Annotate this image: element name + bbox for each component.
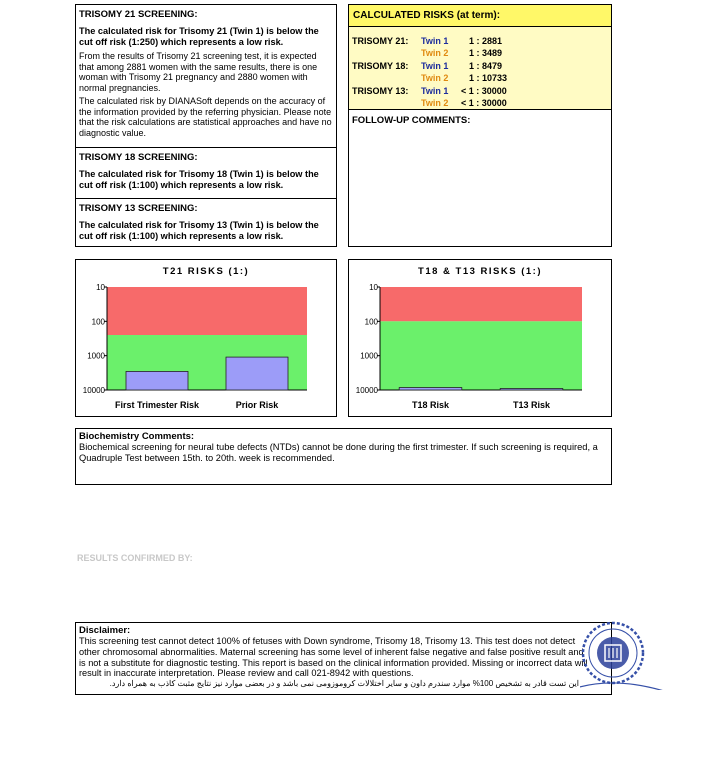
x-category-label: T18 Risk: [411, 400, 450, 410]
y-tick-label: 10: [369, 283, 378, 292]
t18-twin1-label: Twin 1: [421, 61, 449, 71]
disclaimer-heading: Disclaimer:: [79, 625, 131, 636]
t21-note: The calculated risk by DIANASoft depends on the accuracy of the information provided by the referring physician. Please note that the risk calculations are statistical approaches and have no diagnostic value.: [79, 96, 332, 138]
t21-label: TRISOMY 21:: [352, 36, 409, 46]
t21-twin2-value: 1 : 3489: [469, 48, 503, 58]
t21-heading: TRISOMY 21 SCREENING:: [79, 9, 198, 20]
t21-explanation: From the results of Trisomy 21 screening test, it is expected that among 2881 women with the same results, there is one woman with Trisomy 21 pregnancy and 2880 women with normal pregnancies.: [79, 51, 318, 93]
high-risk-zone: [380, 287, 582, 321]
results-confirmed-label: RESULTS CONFIRMED BY:: [77, 553, 193, 563]
t21-twin2-label: Twin 2: [421, 48, 449, 58]
t13-result: The calculated risk for Trisomy 13 (Twin 1) is below the cut off risk (1:100) which represents a low risk.: [79, 220, 319, 241]
high-risk-zone: [107, 287, 307, 335]
t13-heading: TRISOMY 13 SCREENING:: [79, 203, 198, 214]
risk-bar: [126, 371, 188, 390]
t18-label: TRISOMY 18:: [352, 61, 409, 71]
t18-t13-risk-chart: [348, 259, 612, 417]
t13-label: TRISOMY 13:: [352, 86, 409, 96]
t18-result: The calculated risk for Trisomy 18 (Twin 1) is below the cut off risk (1:100) which represents a low risk.: [79, 169, 319, 190]
y-tick-label: 10000: [355, 386, 378, 395]
x-category-label: T13 Risk: [512, 400, 551, 410]
lab-seal-stamp: [580, 620, 690, 690]
t13-twin2-label: Twin 2: [421, 98, 449, 108]
t13-twin2-value: < 1 : 30000: [461, 98, 507, 108]
chart-title: T18 & T13 RISKS (1:): [418, 266, 542, 277]
risk-bar: [500, 389, 563, 391]
t13-twin1-value: < 1 : 30000: [461, 86, 507, 96]
t18-t13-chart-svg: [349, 260, 611, 416]
x-category-label: First Trimester Risk: [114, 400, 200, 410]
screening-text-panel: [75, 4, 337, 247]
y-tick-label: 1000: [87, 351, 105, 361]
y-tick-label: 100: [91, 317, 105, 327]
biochem-heading: Biochemistry Comments:: [79, 431, 195, 442]
y-tick-label: 10: [96, 283, 105, 292]
follow-up-heading: FOLLOW-UP COMMENTS:: [352, 115, 471, 126]
low-risk-zone: [380, 321, 582, 390]
x-category-label: Prior Risk: [235, 400, 279, 410]
y-tick-label: 10000: [82, 386, 105, 395]
t18-heading: TRISOMY 18 SCREENING:: [79, 152, 198, 163]
y-tick-label: 1000: [360, 351, 378, 361]
t13-twin1-label: Twin 1: [421, 86, 449, 96]
t21-chart-svg: [76, 260, 336, 416]
t18-twin2-value: 1 : 10733: [469, 73, 508, 83]
risk-bar: [399, 388, 462, 390]
t21-section: [76, 5, 336, 148]
risk-values: [349, 27, 611, 110]
y-tick-label: 100: [364, 317, 378, 327]
t21-twin1-label: Twin 1: [421, 36, 449, 46]
t18-twin2-label: Twin 2: [421, 73, 449, 83]
biochem-text: Biochemical screening for neural tube defects (NTDs) cannot be done during the first trimester. If such screening is required, a Quadruple Test between 15th. to 20th. week is recommended.: [79, 442, 598, 463]
t21-risk-chart: [75, 259, 337, 417]
risk-bar: [226, 357, 288, 390]
t18-twin1-value: 1 : 8479: [469, 61, 503, 71]
disclaimer-persian: این تست قادر به تشخیص 100% موارد سندرم داون و سایر اختلالات کروموزومی نمی باشد و در بعضی موارد نیز نتایج مثبت کاذب به همراه دارد.: [109, 679, 579, 689]
chart-title: T21 RISKS (1:): [162, 266, 250, 277]
t21-result: The calculated risk for Trisomy 21 (Twin 1) is below the cut off risk (1:250) which represents a low risk.: [79, 26, 319, 47]
biochemistry-comments: [75, 428, 612, 485]
calculated-risks-panel: [348, 4, 612, 247]
t13-section: [76, 199, 336, 246]
calculated-risks-title: CALCULATED RISKS (at term):: [349, 5, 611, 27]
disclaimer-text: This screening test cannot detect 100% of fetuses with Down syndrome, Trisomy 18, Trisomy 13. This test does not detect other chromosomal abnormalities. Maternal screening has some level of inherent false negative and false positive result and is not a substitute for diagnostic testing. This report is based on the clinical information provided. Missing or incorrect data will result in inaccurate interpretation. Please review and call 021-8942 with questions.: [79, 636, 588, 679]
disclaimer-box: [75, 622, 612, 695]
t21-twin1-value: 1 : 2881: [469, 36, 503, 46]
t18-section: [76, 148, 336, 199]
